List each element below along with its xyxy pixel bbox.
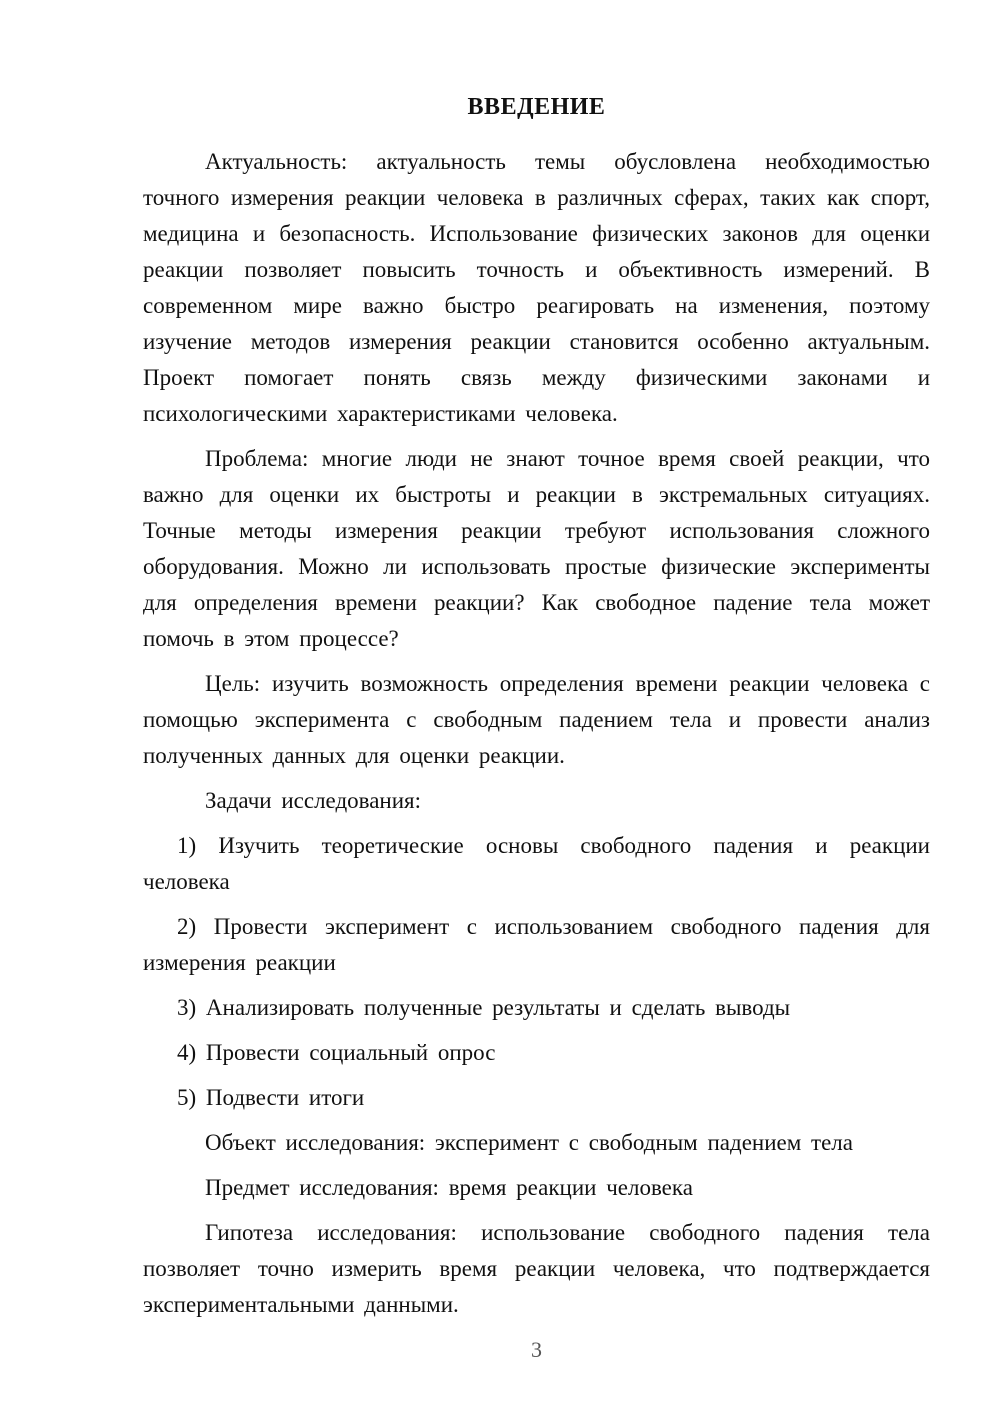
- task-item-4: 4) Провести социальный опрос: [177, 1040, 496, 1065]
- task-item-1: 1) Изучить теоретические основы свободного падения и реакции человека: [143, 833, 930, 894]
- page-title: ВВЕДЕНИЕ: [467, 94, 606, 120]
- page-number: 3: [531, 1337, 542, 1362]
- task-item-5: 5) Подвести итоги: [177, 1085, 365, 1110]
- task-item-2: 2) Провести эксперимент с использованием свободного падения для измерения реакции: [143, 914, 930, 975]
- paragraph-tasks-heading: Задачи исследования:: [205, 788, 422, 813]
- paragraph-hypothesis: Гипотеза исследования: использование свободного падения тела позволяет точно измерить время реакции человека, что подтверждается экспериментальными данными.: [143, 1220, 930, 1317]
- paragraph-goal: Цель: изучить возможность определения времени реакции человека с помощью эксперимента с свободным падением тела и провести анализ полученных данных для оценки реакции.: [143, 671, 930, 768]
- task-item-3: 3) Анализировать полученные результаты и сделать выводы: [177, 995, 791, 1020]
- paragraph-subject: Предмет исследования: время реакции человека: [205, 1175, 693, 1200]
- paragraph-object: Объект исследования: эксперимент с свободным падением тела: [205, 1130, 853, 1155]
- paragraph-relevance: Актуальность: актуальность темы обусловлена необходимостью точного измерения реакции человека в различных сферах, таких как спорт, медицина и безопасность. Использование физических законов для оценки реакции позволяет повысить точность и объективность измерений. В современном мире важно быстро реагировать на изменения, поэтому изучение методов измерения реакции становится особенно актуальным. Проект помогает понять связь между физическими законами и психологическими характеристиками человека.: [143, 149, 930, 426]
- paragraph-problem: Проблема: многие люди не знают точное время своей реакции, что важно для оценки их быстроты и реакции в экстремальных ситуациях. Точные методы измерения реакции требуют использования сложного оборудования. Можно ли использовать простые физические эксперименты для определения времени реакции? Как свободное падение тела может помочь в этом процессе?: [143, 446, 930, 651]
